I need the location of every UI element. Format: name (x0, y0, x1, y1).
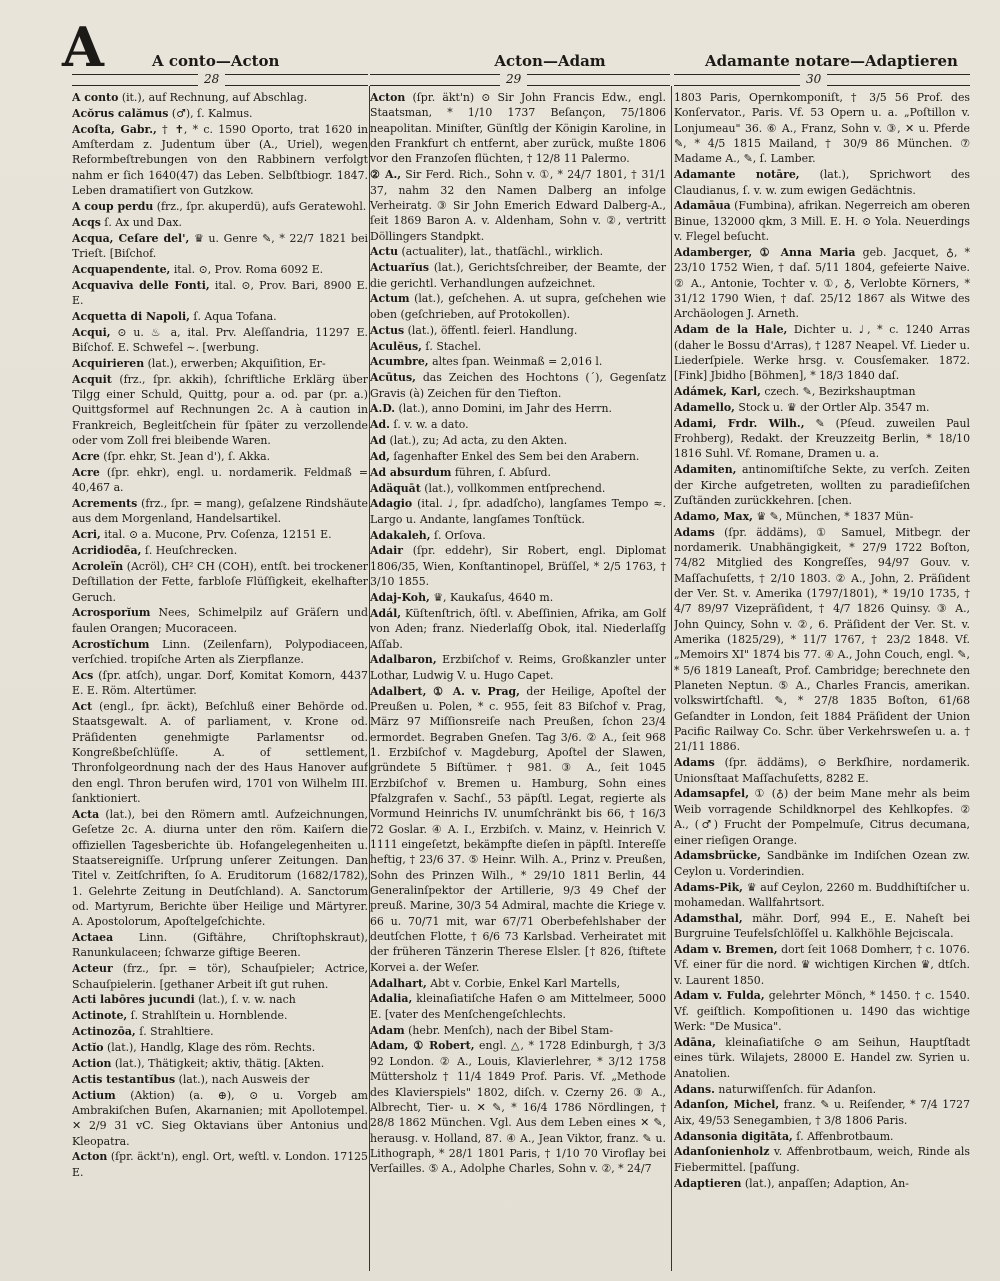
entry-definition: ♛ auf Ceylon, 2260 m. Buddhiſtiſcher u. mohamedan. Wallfahrtsort. (674, 880, 970, 909)
entry-definition: ſ. Strahlſtein u. Hornblende. (127, 1009, 288, 1023)
dictionary-entry (370, 401, 666, 416)
entry-headword: Adamberger, ① Anna Maria (674, 245, 856, 259)
entry-headword: Acton (370, 91, 406, 104)
entry-definition: der Heilige, Apoſtel der Preußen u. Polen, * c. 955, ſeit 83 Biſchof v. Prag, März 97 Miſſionsreiſe nach Preußen, ſchon 23/4 ermordet. Begraben Gneſen. Tag 3/6. ② A., ſeit 968 1. Erzbiſchof v. Magdeburg, Apoſtel der Slawen, gründete 5 Biſtümer. † 981. ③ A., ſeit 1045 Erzbiſchof v. Bremen u. Hamburg, Sohn eines Pfalzgrafen v. Sachſ., 53 päpſtl. Legat, regierte als Vormund Heinrichs IV. unumſchränkt bis 66, † 16/3 72 Goslar. ④ A. I., Erzbiſch. v. Mainz, v. Heinrich V. 1111 eingeſetzt, bekämpfte dieſen in päpſtl. Intereſſe heftig, † 23/6 37. ⑤ Heinr. Wilh. A., Prinz v. Preußen, Sohn des Prinzen Wilh., * 29/10 1811 Berlin, 44 Generalinſpektor der Artillerie, 9/3 49 Chef der preuß. Marine, 30/3 54 Admiral, machte die Kriege v. 66 u. 70/71 mit, war 67/71 Oberbefehlshaber der deutſchen Flotte, † 6/6 73 Karlsbad. Verheiratet mit der früheren Tänzerin Therese Elsler. [† 826, ſtiftete Korvei a. der Weſer. (370, 684, 666, 974)
entry-definition: ſ. Ax und Dax. (100, 215, 183, 229)
dictionary-entry (72, 807, 368, 930)
dictionary-entry (370, 244, 666, 259)
entry-headword: Adalbert, ① A. v. Prag, (370, 684, 520, 698)
dictionary-entry (72, 668, 368, 699)
dictionary-entry (370, 976, 666, 991)
entry-headword: Acre (72, 465, 100, 479)
entry-headword: Adámek, Karl, (674, 385, 761, 399)
section-letter: A (62, 15, 103, 79)
entry-definition: ital. ⊙, Prov. Roma 6092 E. (170, 262, 324, 276)
entry-definition: ital. ⊙ a. Mucone, Prv. Coſenza, 12151 E. (100, 528, 332, 542)
entry-headword: Adamo, Max, (674, 509, 753, 523)
entry-definition: ital. ⊙, Prov. Bari, 8900 E. E. (72, 278, 368, 307)
dictionary-entry (370, 370, 666, 401)
entry-headword: Acre (72, 449, 100, 463)
entry-headword: Adans. (674, 1082, 715, 1096)
dictionary-entry (674, 198, 970, 244)
entry-definition: 1803 Paris, Opernkomponiſt, † 3/5 56 Prof. des Konſervator., Paris. Vf. 53 Opern u. a. „Poſtillon v. Lonjumeau" 36. ⑥ A., Franz, Sohn v. ③, ✕ u. Pferde ✎, * 4/5 1815 Mailand, † 30/9 86 München. ⑦ Madame A., ✎, ſ. Lamber. (674, 91, 970, 166)
entry-headword: Acquapendente, (72, 262, 171, 276)
entry-headword: Adam, ① Robert, (370, 1039, 475, 1053)
entry-headword: Adami, Frdr. Wilh., (674, 416, 805, 430)
page-number-right: 30 (800, 73, 827, 86)
entry-headword: Actus (370, 323, 405, 337)
entry-definition: (lat.), zu; Ad acta, zu den Akten. (386, 434, 568, 448)
dictionary-entry (370, 991, 666, 1022)
dictionary-entry (370, 684, 666, 976)
dictionary-entry (72, 309, 368, 324)
dictionary-entry (370, 1038, 666, 1176)
entry-headword: Acqui, (72, 325, 111, 339)
entry-headword: Adams-Pik, (674, 880, 743, 894)
dictionary-entry (72, 559, 368, 605)
entry-definition: (ſpr. äddäms), ① Samuel, Mitbegr. der nordamerik. Unabhängigkeit, * 27/9 1722 Boſton, 74/82 Mitglied des Kongreſſes, 94/97 Gouv. v. Maſſachuſetts, † 2/10 1803. ② A., John, 2. Präſident der Ver. St. v. Amerika (1797/1801), * 19/10 1735, † 4/7 89/97 Vizepräſident, † 4/7 1826 Quinsy. ③ A., John Quincy, Sohn v. ②, 6. Präſident der Ver. St. v. Amerika (1825/29), * 11/7 1767, † 23/2 1848. Vf. „Memoirs XI" 1874 bis 77. ④ A., John Couch, engl. ✎, * 5/6 1819 Laneaſt, Prof. Cambridge; berechnete den Planeten Neptun. ⑤ A., Charles Francis, amerikan. volkswirtſchaftl. ✎, * 27/8 1835 Boſton, 61/68 Geſandter in London, ſeit 1884 Präſident der Union Pacific Railway Co. Schr. über Verkehrsweſen u. a. † 21/11 1886. (674, 525, 970, 754)
entry-definition: (lat.), anpaſſen; Adaption, An- (741, 1176, 909, 1190)
entry-definition: (Aktion) (a. ⊕), ⊙ u. Vorgeb am Ambrakiſchen Buſen, Akarnanien; mit Apollotempel. ✕ 2/9 31 vC. Sieg Oktavians über Antonius und Kleopatra. (72, 1088, 368, 1148)
entry-definition: ♛ ✎, München, * 1837 Mün- (752, 509, 914, 523)
entry-definition: ſ. Strahltiere. (135, 1025, 214, 1039)
entry-headword: Actinote, (72, 1009, 128, 1023)
dictionary-entry (370, 481, 666, 496)
dictionary-entry (674, 988, 970, 1034)
dictionary-entry (370, 606, 666, 652)
entry-definition: (♂), ſ. Kalmus. (168, 106, 253, 120)
entry-definition: dort ſeit 1068 Domherr, † c. 1076. Vf. einer für die nord. ♛ wichtigen Kirchen ♛, dtſch. v. Laurent 1850. (674, 942, 970, 987)
entry-definition: (lat.), Thätigkeit; aktiv, thätig. [Akten. (111, 1056, 325, 1070)
entry-definition: Linn. (Giftähre, Chriſtophskraut), Ranunkulaceen; ſchwarze giftige Beeren. (72, 931, 368, 960)
entry-definition: ⊙ u. ♨ a, ital. Prv. Aleſſandria, 11297 E. Biſchof. E. Schwefel ∼. [werbung. (72, 325, 368, 354)
dictionary-entry (674, 416, 970, 462)
entry-headword: Acrements (72, 496, 138, 510)
entry-headword: Actĭo (72, 1040, 104, 1054)
dictionary-entry (72, 961, 368, 992)
entry-headword: Acton (72, 1150, 108, 1164)
entry-headword: Adam v. Bremen, (674, 942, 778, 956)
dictionary-entry (72, 372, 368, 449)
entry-definition: Stock u. ♛ der Ortler Alp. 3547 m. (734, 400, 930, 414)
entry-definition: Dichter u. ♩, * c. 1240 Arras (daher le Bossu d'Arras), † 1287 Neapel. Vf. Lieder u. Liederſpiele. Werke hrsg. v. Cousſemaker. 1872. [Fink] Jbidho [Böhmen], * 18/3 1840 daſ. (674, 323, 970, 383)
entry-headword: Acs (72, 668, 94, 682)
entry-headword: Acroleïn (72, 559, 124, 573)
entry-headword: Acquetta di Napoli, (72, 309, 190, 323)
dictionary-entry (72, 122, 368, 199)
entry-headword: Adāna, (674, 1035, 716, 1049)
entry-headword: Acquit (72, 372, 112, 386)
dictionary-entry (370, 1023, 666, 1038)
entry-headword: Actaea (72, 931, 114, 945)
entry-definition: franz. ✎ u. Reiſender, * 7/4 1727 Aix, 49/53 Senegambien, † 3/8 1806 Paris. (674, 1098, 970, 1127)
entry-headword: Acridiodēa, (72, 543, 142, 557)
column-2 (370, 90, 666, 1271)
dictionary-entry (674, 1035, 970, 1081)
entry-headword: Aculĕus, (370, 339, 422, 353)
entry-headword: Acrosporĭum (72, 606, 151, 620)
entry-definition: (lat.), Sprichwort des Claudianus, ſ. v. w. zum ewigen Gedächtnis. (674, 168, 970, 197)
dictionary-entry (72, 278, 368, 309)
entry-definition: geb. Jacquet, ♁, * 23/10 1752 Wien, † daſ. 5/11 1804, gefeierte Naive. ② A., Antonie, Tochter v. ①, ♁, Verlobte Körners, * 31/12 1790 Wien, † daſ. 25/12 1867 als Witwe des Archäologen J. Arneth. (674, 245, 970, 321)
entry-headword: Acri, (72, 528, 101, 542)
entry-definition: (lat.), nach Ausweis der (175, 1072, 310, 1086)
dictionary-entry (674, 384, 970, 399)
entry-headword: Adamante notāre, (674, 168, 800, 182)
entry-headword: Adakaleh, (370, 528, 431, 542)
dictionary-entry (370, 543, 666, 589)
column-3 (674, 90, 970, 1271)
dictionary-entry (72, 465, 368, 496)
entry-definition: antinomiſtiſche Sekte, zu verſch. Zeiten der Kirche aufgetreten, wollten zu paradieſiſchen Zuſtänden zurückkehren. [chen. (674, 463, 970, 507)
dictionary-entry (370, 465, 666, 480)
entry-definition: Erzbiſchof v. Reims, Großkanzler unter Lothar, Ludwig V. u. Hugo Capet. (370, 653, 666, 682)
entry-definition: (ſpr. atſch), ungar. Dorf, Komitat Komorn, 4437 E. E. Röm. Altertümer. (72, 668, 368, 698)
dictionary-entry (72, 992, 368, 1007)
entry-definition: ♛, Kaukaſus, 4640 m. (429, 591, 554, 604)
entry-headword: Adair (370, 544, 403, 558)
entry-headword: Actis testantĭbus (72, 1072, 176, 1086)
dictionary-entry (674, 755, 970, 786)
entry-headword: A.D. (370, 402, 396, 416)
dictionary-entry (674, 400, 970, 415)
entry-headword: Adams (674, 525, 715, 539)
dictionary-entry (370, 354, 666, 369)
entry-headword: Adamsthal, (674, 911, 743, 925)
entry-headword: Adam (370, 1023, 405, 1037)
entry-headword: Acoſta, Gabr., (72, 122, 157, 136)
entry-definition: ♛ u. Genre ✎, * 22/7 1821 bei Trieſt. [Biſchof. (72, 231, 368, 260)
dictionary-entry (370, 590, 666, 605)
dictionary-entry (370, 449, 666, 464)
dictionary-entry (72, 325, 368, 356)
entry-headword: Adam v. Fulda, (674, 989, 765, 1003)
entry-headword: Adamello, (674, 400, 735, 414)
entry-headword: Adamsapfel, (674, 787, 749, 801)
entry-definition: (frz., ſpr. = mang), geſalzene Rindshäute aus dem Morgenland, Handelsartikel. (72, 496, 368, 526)
entry-headword: Adalia, (370, 992, 413, 1006)
dictionary-entry (674, 786, 970, 847)
dictionary-entry (370, 291, 666, 322)
dictionary-entry (370, 167, 666, 244)
entry-definition: (ſpr. äddäms), ⊙ Berkſhire, nordamerik. Unionsſtaat Maſſachuſetts, 8282 E. (674, 756, 970, 785)
header-center: Acton—Adam (494, 52, 606, 70)
entry-definition: (lat.), bei den Römern amtl. Aufzeichnungen, Geſetze 2c. A. diurna unter den röm. Kaiſern die offiziellen Tagesberichte üb. Hofangelegenheiten u. Staatsereigniſſe. Urſprung unſerer Zeitungen. Dan Titel v. Zeitſchriften, ſo A. Eruditorum (1682/1782), 1. Gelehrte Zeitung in Deutſchland). A. Sanctorum od. Martyrum, Berichte über Heilige und Märtyrer. A. Apostolorum, Apoſtelgeſchichte. (72, 807, 368, 929)
dictionary-entry (72, 1149, 368, 1180)
dictionary-entry (72, 356, 368, 371)
dictionary-entry (674, 90, 970, 167)
entry-headword: Acŏrus calămus (72, 106, 169, 120)
dictionary-entry (674, 1144, 970, 1175)
entry-headword: Acqua, Ceſare del', (72, 231, 190, 245)
entry-definition: (frz., ſpr. akuperdü), aufs Geratewohl. (153, 199, 367, 213)
dictionary-entry (72, 605, 368, 636)
dictionary-entry (72, 231, 368, 262)
dictionary-entry (72, 449, 368, 464)
entry-headword: A conto (72, 91, 119, 104)
dictionary-entry (72, 930, 368, 961)
dictionary-entry (72, 527, 368, 542)
entry-definition: (hebr. Menſch), nach der Bibel Stam- (404, 1023, 614, 1037)
entry-headword: Adanſonienholz (674, 1145, 770, 1159)
entry-definition: (lat.), Handlg, Klage des röm. Rechts. (103, 1040, 316, 1054)
entry-definition: ſ. Stachel. (421, 339, 482, 353)
entry-headword: Adamsbrücke, (674, 849, 761, 863)
dictionary-entry (370, 417, 666, 432)
entry-definition: (ital. ♩, ſpr. adadſcho), langſames Tempo ≈. Largo u. Andante, langſames Tonſtück. (370, 497, 666, 526)
entry-definition: altes ſpan. Weinmaß = 2,016 l. (428, 355, 603, 369)
entry-headword: Adam de la Hale, (674, 323, 788, 337)
dictionary-entry (72, 215, 368, 230)
header-right: Adamante notare—Adaptieren (705, 52, 958, 70)
dictionary-entry (674, 167, 970, 198)
dictionary-entry (72, 199, 368, 214)
entry-definition: (frz., ſpr. akkih), ſchriftliche Erklärg über Tilgg einer Schuld, Quittg, pour a. od. par (pr. a.) Quittgsformel auf Rechnungen 2c. A à caution in Frankreich, Begleitſchein für ſpäter zu verzollende oder vom Zoll frei bleibende Waren. (72, 372, 368, 448)
entry-headword: ② A., (370, 168, 402, 182)
dictionary-entry (72, 496, 368, 527)
entry-headword: Actuarĭus (370, 261, 430, 275)
dictionary-entry (72, 1072, 368, 1087)
entry-headword: Adansonia digitāta, (674, 1129, 793, 1143)
entry-headword: Action (72, 1056, 112, 1070)
dictionary-entry (674, 911, 970, 942)
entry-definition: kleinaſiatiſche ⊙ am Seihun, Hauptſtadt eines türk. Wilajets, 28000 E. Handel zw. Syrien u. Anatolien. (674, 1035, 970, 1080)
entry-headword: Adál, (370, 606, 402, 620)
entry-definition: (frz., ſpr. = tör), Schauſpieler; Actrice, Schauſpielerin. [gethaner Arbeit iſt gut ruhen. (72, 962, 368, 991)
entry-definition: (it.), auf Rechnung, auf Abschlag. (118, 91, 308, 104)
dictionary-entry (72, 1088, 368, 1149)
entry-definition: (lat.), öffentl. feierl. Handlung. (404, 323, 578, 337)
dictionary-entry (674, 1176, 970, 1191)
dictionary-entry (72, 90, 368, 105)
entry-definition: naturwiſſenſch. für Adanſon. (714, 1082, 877, 1096)
entry-definition: das Zeichen des Hochtons (´), Gegenſatz Gravis (à) Zeichen für den Tiefton. (370, 371, 666, 400)
entry-headword: Ad. (370, 418, 390, 432)
dictionary-entry (674, 880, 970, 911)
page-number-left: 28 (198, 73, 225, 86)
entry-definition: Linn. (Zeilenfarn), Polypodiaceen, verſchied. tropiſche Arten als Zierpflanze. (72, 637, 368, 666)
entry-headword: Adalhart, (370, 976, 427, 990)
entry-definition: (Fumbina), afrikan. Negerreich am oberen Binue, 132000 qkm, 3 Mill. E. H. ⊙ Yola. Neuerdings v. Flegel beſucht. (674, 199, 970, 244)
entry-definition: Abt v. Corbie, Enkel Karl Martells, (426, 976, 621, 990)
entry-definition: ſ. v. w. a dato. (389, 418, 469, 432)
entry-headword: Adäquāt (370, 481, 421, 495)
dictionary-entry (370, 528, 666, 543)
entry-headword: Actium (72, 1088, 116, 1102)
dictionary-entry (370, 260, 666, 291)
entry-headword: Ad (370, 434, 387, 448)
dictionary-entry (674, 1097, 970, 1128)
column-divider-2 (671, 86, 672, 1271)
dictionary-entry (72, 1024, 368, 1039)
entry-definition: (Acröl), CH² CH (COH), entſt. bei trockener Deſtillation der Fette, farbloſe Flüſſigkeit, ekelhafter Geruch. (72, 559, 368, 604)
entry-definition: (lat.), geſchehen. A. ut supra, geſchehen wie oben (geſchrieben, auf Protokollen). (370, 292, 666, 321)
dictionary-entry (370, 323, 666, 338)
entry-definition: (lat.), anno Domini, im Jahr des Herrn. (395, 402, 612, 416)
dictionary-entry (370, 339, 666, 354)
entry-headword: Adamiten, (674, 463, 737, 477)
entry-headword: Actinozōa, (72, 1025, 136, 1039)
entry-definition: Nees, Schimelpilz auf Gräſern und faulen Orangen; Mucoraceen. (72, 606, 368, 635)
dictionary-entry (72, 543, 368, 558)
entry-headword: Acteur (72, 962, 113, 976)
entry-definition: Küſtenſtrich, öſtl. v. Abeſſinien, Afrika, am Golf von Aden; franz. Niederlaſſg Obok, ital. Niederlaſſg Aſſab. (370, 606, 666, 651)
entry-definition: ſ. Affenbrotbaum. (792, 1129, 894, 1143)
dictionary-entry (674, 245, 970, 322)
entry-headword: A coup perdu (72, 199, 154, 213)
dictionary-entry (674, 1082, 970, 1097)
entry-definition: ſ. Aqua Tofana. (189, 309, 277, 323)
entry-definition: engl. △, * 1728 Edinburgh, † 3/3 92 London. ② A., Louis, Klavierlehrer, * 3/12 1758 Müttersholz † 11/4 1849 Prof. Paris. Vf. „Methode des Klavierspiels" 1802, diſch. v. Czerny 26. ③ A., Albrecht, Tier- u. ✕ ✎, * 16/4 1786 Nördlingen, † 28/8 1862 München. Vgl. Aus dem Leben eines ✕ ✎, herausg. v. Holland, 87. ④ A., Jean Viktor, franz. ✎ u. Lithograph, * 28/1 1801 Paris, † 1/10 70 Viroflay bei Verſailles. ⑤ A., Adolphe Charles, Sohn v. ②, * 24/7 (370, 1039, 666, 1176)
entry-definition: Sir Ferd. Rich., Sohn v. ①, * 24/7 1801, † 31/1 37, nahm 32 den Namen Dalberg an infolge Verheiratg. ③ Sir John Emerich Edward Dalberg-A., ſeit 1869 Baron A. v. Aldenham, Sohn v. ②, vertritt Döllingers Standpkt. (370, 168, 666, 243)
entry-headword: Adagio (370, 497, 413, 511)
entry-headword: Ad absurdum (370, 465, 452, 479)
entry-headword: Adams (674, 756, 715, 770)
entry-definition: ① (♁) der beim Mane mehr als beim Weib vorragende Schildknorpel des Kehlkopfes. ② A., (♂) Frucht der Pompelmuſe, Citrus decumana, einer rieſigen Orange. (674, 787, 970, 847)
entry-definition: (lat.), Gerichtsſchreiber, der Beamte, der die gerichtl. Verhandlungen aufzeichnet. (370, 261, 666, 290)
dictionary-entry (72, 1008, 368, 1023)
dictionary-entry (674, 322, 970, 383)
entry-headword: Acquirieren (72, 356, 145, 370)
entry-headword: Acūtus, (370, 371, 416, 385)
entry-definition: (ſpr. äckt'n), engl. Ort, weſtl. v. London. 17125 E. (72, 1150, 368, 1179)
entry-headword: Adaj-Koh, (370, 591, 430, 604)
entry-definition: ſ. Orſova. (430, 528, 486, 542)
entry-definition: (actualiter), lat., thatſächl., wirklich. (398, 245, 604, 259)
dictionary-entry (72, 1040, 368, 1055)
entry-headword: Acquaviva delle Fonti, (72, 278, 210, 292)
dictionary-entry (674, 848, 970, 879)
header-left: A conto—Acton (152, 52, 280, 70)
entry-headword: Act (72, 699, 93, 713)
dictionary-entry (72, 699, 368, 806)
dictionary-entry (674, 525, 970, 755)
entry-definition: ſagenhafter Enkel des Sem bei den Arabern. (389, 449, 640, 463)
entry-definition: gelehrter Mönch, * 1450. † c. 1540. Vf. geiſtlich. Kompoſitionen u. 1490 das wichtige Werk: "De Musica". (674, 989, 970, 1034)
entry-definition: ✎ (Pſeud. zuweilen Paul Frohberg), Redakt. der Kreuzzeitg Berlin, * 18/10 1816 Suhl. Vf. Romane, Dramen u. a. (674, 416, 970, 461)
dictionary-entry (72, 637, 368, 668)
entry-definition: (lat.), erwerben; Akquiſition, Er- (144, 356, 326, 370)
entry-headword: Actu (370, 245, 399, 259)
entry-definition: ſ. Heuſchrecken. (141, 543, 238, 557)
entry-headword: Acta (72, 807, 100, 821)
dictionary-entry (370, 652, 666, 683)
entry-definition: czech. ✎, Bezirkshauptman (760, 385, 916, 399)
entry-headword: Adalbaron, (370, 653, 437, 667)
entry-headword: Acqs (72, 215, 101, 229)
entry-definition: (ſpr. eddehr), Sir Robert, engl. Diplomat 1806/35, Wien, Konſtantinopel, Brüſſel, * 2/5 1763, † 3/10 1855. (370, 544, 666, 589)
entry-headword: Acti labōres jucundi (72, 993, 195, 1007)
dictionary-entry (370, 433, 666, 448)
entry-definition: (ſpr. ehkr, St. Jean d'), ſ. Akka. (99, 449, 271, 463)
entry-headword: Actum (370, 292, 410, 306)
entry-headword: Adaptieren (674, 1176, 742, 1190)
entry-definition: (engl., ſpr. äckt), Beſchluß einer Behörde od. Staatsgewalt. A. of parliament, v. Krone od. Präſidenten genehmigte Parlamentsr od. Kongreßbeſchlüſſe. A. of settlement, Thronfolgeordnung nach der des Haus Hanover auf den engl. Thron berufen wird, 1701 von Wilhelm III. ſanktioniert. (72, 699, 368, 805)
entry-definition: (ſpr. ehkr), engl. u. nordamerik. Feldmaß = 40,467 a. (72, 465, 368, 495)
dictionary-entry (674, 942, 970, 988)
entry-definition: führen, ſ. Abſurd. (451, 465, 551, 479)
entry-definition: (ſpr. äkt'n) ⊙ Sir John Francis Edw., engl. Staatsman, * 1/10 1737 Beſançon, 75/1806 neapolitan. Miniſter, Günſtlg der Königin Karoline, in den Frankfurt ch entfernt, aber zurück, mußte 1806 vor den Franzoſen flüchten, † 12/8 11 Palermo. (370, 91, 666, 166)
dictionary-entry (674, 462, 970, 508)
column-1 (72, 90, 368, 1271)
dictionary-entry (674, 509, 970, 524)
dictionary-entry (72, 106, 368, 121)
entry-headword: Adanſon, Michel, (674, 1098, 780, 1112)
page-number-center: 29 (500, 73, 527, 86)
dictionary-entry (72, 262, 368, 277)
entry-definition: v. Affenbrotbaum, weich, Rinde als Fiebermittel. [paſſung. (674, 1145, 970, 1174)
dictionary-entry (674, 1129, 970, 1144)
entry-definition: kleinaſiatiſche Hafen ⊙ am Mittelmeer, 5000 E. [vater des Menſchengeſchlechts. (370, 992, 666, 1021)
entry-definition: † ✝, * c. 1590 Oporto, trat 1620 in Amſterdam z. Judentum über (A., Uriel), wegen Reformbeſtrebungen von den Rabbinern verfolgt nahm er ſich 1640(47) das Leben. Selbſtbiogr. 1847. Leben dramatiſiert von Gutzkow. (72, 122, 368, 198)
entry-headword: Adamāua (674, 199, 731, 213)
entry-headword: Acrostĭchum (72, 637, 150, 651)
entry-definition: mähr. Dorf, 994 E., E. Naheſt bei Burgruine Teufelsſchlöſſel u. Kalkhöhle Bejciscala. (674, 911, 970, 941)
dictionary-entry (370, 90, 666, 167)
entry-headword: Ad, (370, 449, 390, 463)
entry-headword: Acumbre, (370, 355, 429, 369)
entry-definition: Sandbänke im Indiſchen Ozean zw. Ceylon u. Vorderindien. (674, 849, 970, 878)
dictionary-entry (370, 496, 666, 527)
entry-definition: (lat.), ſ. v. w. nach (194, 993, 296, 1007)
entry-definition: (lat.), vollkommen entſprechend. (420, 481, 606, 495)
dictionary-entry (72, 1056, 368, 1071)
